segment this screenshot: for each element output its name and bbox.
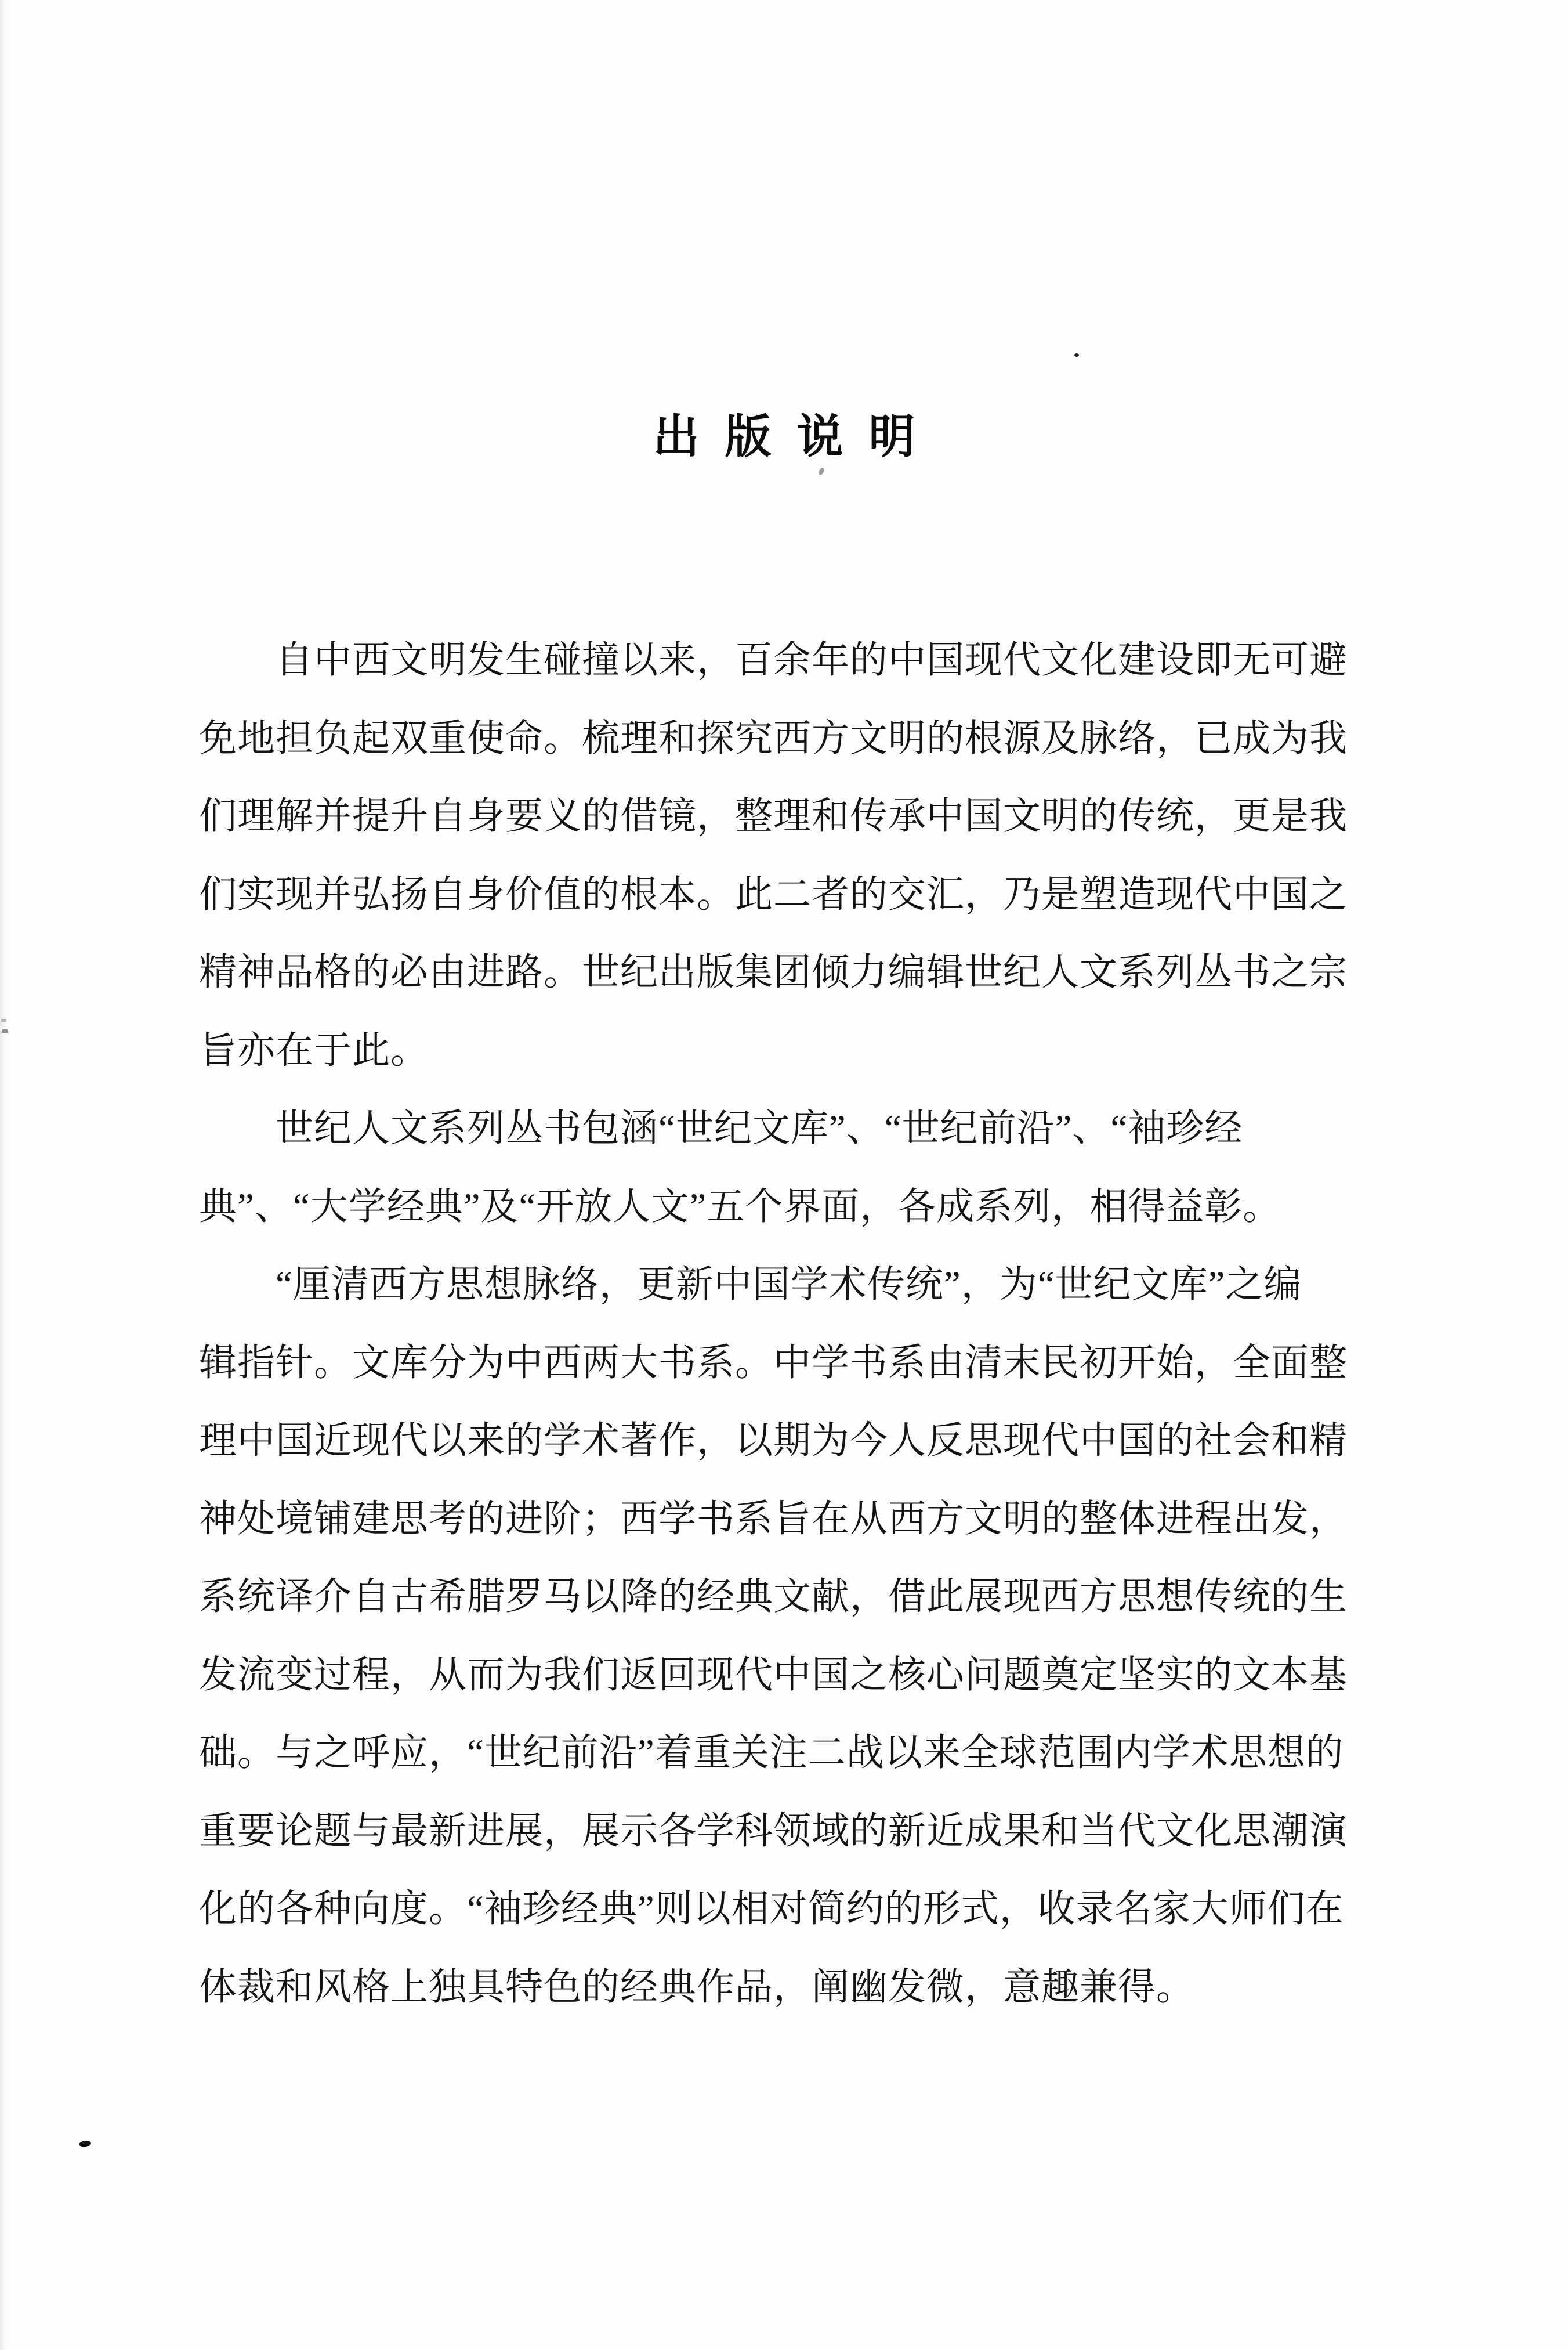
text-line: 们理解并提升自身要义的借镜，整理和传承中国文明的传统，更是我 bbox=[199, 796, 1348, 837]
text-line: 体裁和风格上独具特色的经典作品，阐幽发微，意趣兼得。 bbox=[199, 1966, 1195, 2008]
ink-speck bbox=[818, 467, 825, 476]
text-line: 自中西文明发生碰撞以来，百余年的中国现代文化建设即无可避 bbox=[276, 639, 1348, 681]
text-line: 旨亦在于此。 bbox=[199, 1029, 429, 1072]
text-line: 免地担负起双重使命。梳理和探究西方文明的根源及脉络，已成为我 bbox=[199, 717, 1348, 760]
text-line: 化的各种向度。“袖珍经典”则以相对简约的形式，收录名家大师们在 bbox=[199, 1888, 1344, 1930]
ink-speck bbox=[1, 1019, 6, 1022]
text-line: 们实现并弘扬自身价值的根本。此二者的交汇，乃是塑造现代中国之 bbox=[199, 873, 1348, 916]
text-line: 典”、“大学经典”及“开放人文”五个界面，各成系列，相得益彰。 bbox=[199, 1185, 1281, 1228]
text-line: 重要论题与最新进展，展示各学科领域的新近成果和当代文化思潮演 bbox=[199, 1810, 1348, 1852]
text-line: “厘清西方思想脉络，更新中国学术传统”，为“世纪文库”之编 bbox=[276, 1264, 1302, 1306]
text-line: 理中国近现代以来的学术著作，以期为今人反思现代中国的社会和精 bbox=[199, 1420, 1348, 1462]
body-text bbox=[199, 621, 1400, 2026]
ink-speck bbox=[1074, 353, 1079, 357]
text-line: 精神品格的必由进路。世纪出版集团倾力编辑世纪人文系列丛书之宗 bbox=[199, 952, 1348, 993]
ink-speck bbox=[2, 1029, 8, 1033]
text-line: 发流变过程，从而为我们返回现代中国之核心问题奠定坚实的文本基 bbox=[199, 1654, 1348, 1696]
text-line: 系统译介自古希腊罗马以降的经典文献，借此展现西方思想传统的生 bbox=[199, 1576, 1348, 1618]
scan-edge-shade bbox=[0, 0, 6, 2350]
page-title: 出版说明 bbox=[653, 412, 941, 463]
text-line: 世纪人文系列丛书包涵“世纪文库”、“世纪前沿”、“袖珍经 bbox=[276, 1108, 1243, 1149]
text-line: 辑指针。文库分为中西两大书系。中学书系由清末民初开始，全面整 bbox=[199, 1342, 1348, 1384]
text-line: 础。与之呼应，“世纪前沿”着重关注二战以来全球范围内学术思想的 bbox=[199, 1732, 1344, 1774]
text-line: 神处境铺建思考的进阶；西学书系旨在从西方文明的整体进程出发， bbox=[199, 1498, 1348, 1540]
ink-speck bbox=[79, 2139, 92, 2147]
